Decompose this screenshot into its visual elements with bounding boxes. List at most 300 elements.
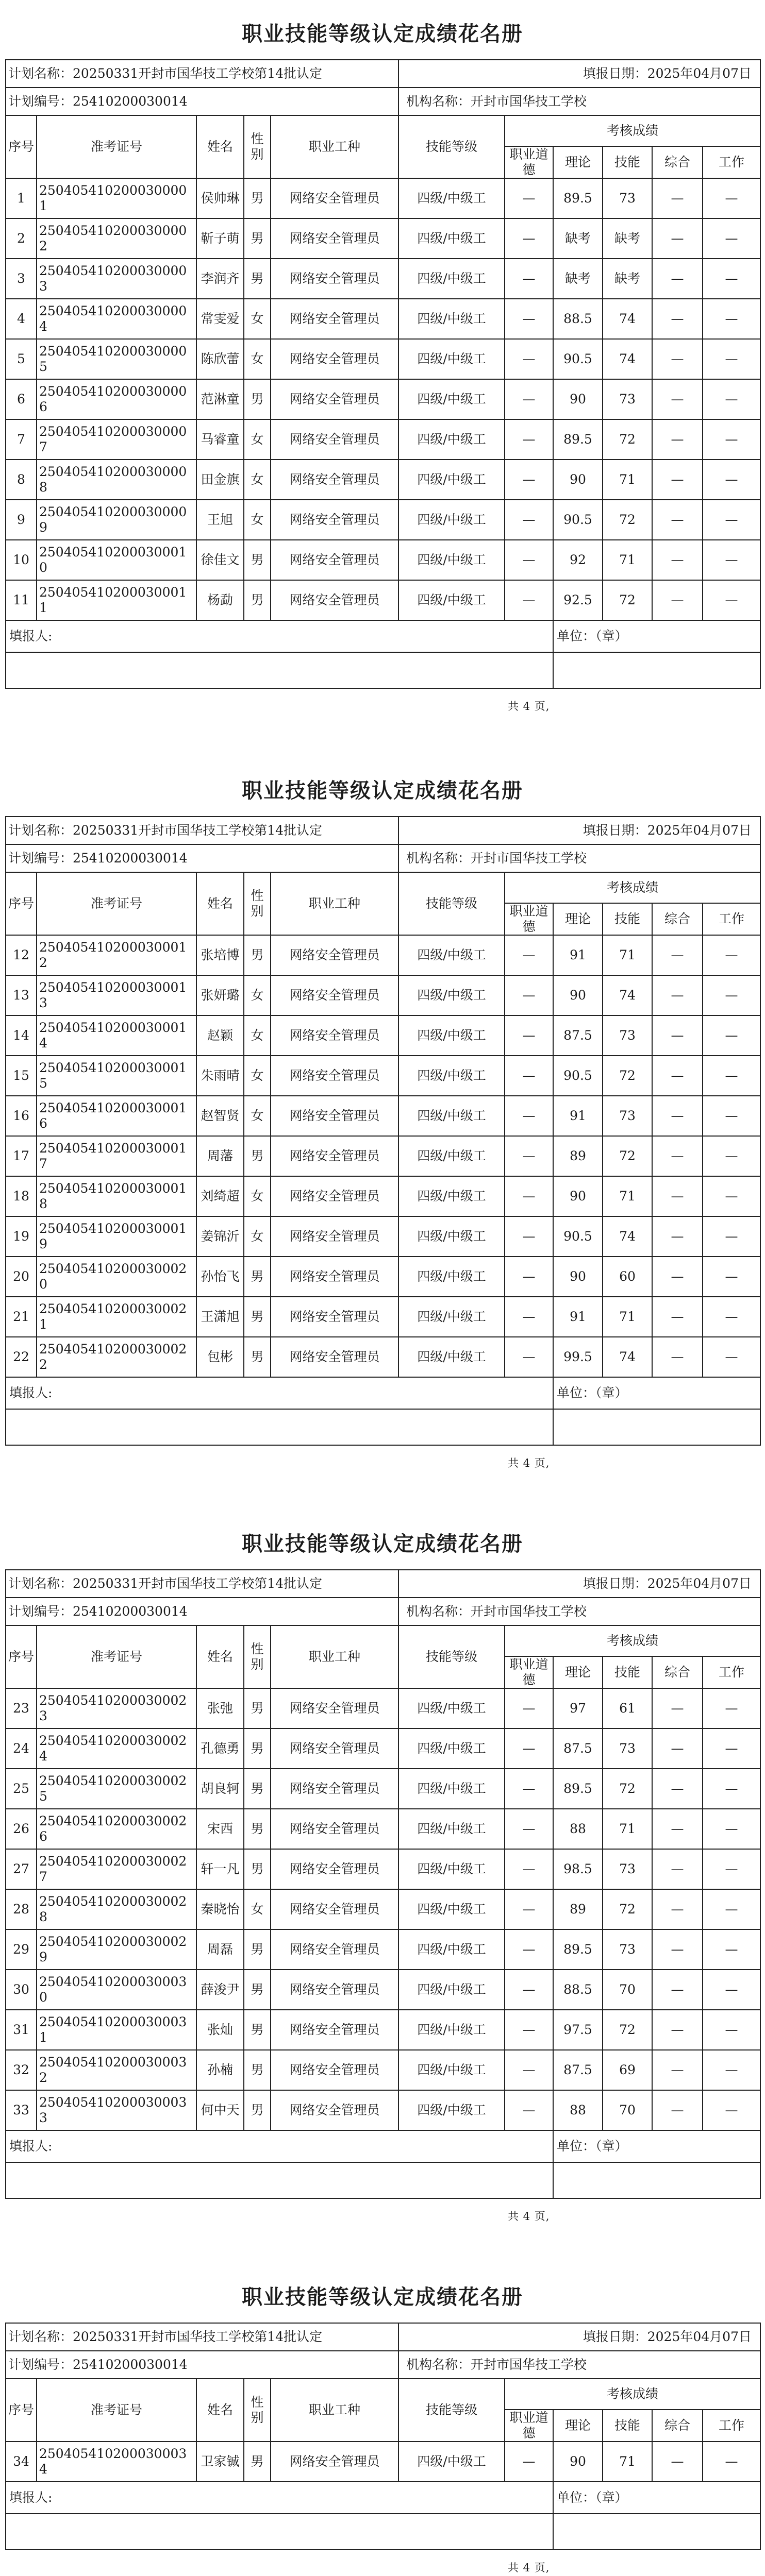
cell-job: 网络安全管理员 (271, 1728, 398, 1769)
cell-ticket: 2504054102000300031 (37, 2010, 196, 2050)
cell-skill: 70 (603, 1970, 652, 2010)
cell-skill: 74 (603, 339, 652, 379)
cell-theory: 88 (553, 1809, 603, 1849)
cell-theory: 90.5 (553, 1056, 603, 1096)
cell-level: 四级/中级工 (398, 2010, 505, 2050)
cell-skill: 72 (603, 1136, 652, 1176)
cell-ethics: — (505, 1297, 553, 1337)
cell-overall: — (652, 2050, 703, 2090)
cell-level: 四级/中级工 (398, 1337, 505, 1377)
cell-ticket: 2504054102000300034 (37, 2442, 196, 2482)
cell-theory: 90 (553, 379, 603, 419)
report-date: 填报日期：2025年04月07日 (398, 1570, 760, 1598)
cell-skill: 73 (603, 1929, 652, 1970)
cell-work: — (703, 1056, 760, 1096)
table-row (6, 2442, 760, 2482)
cell-theory: 89.5 (553, 1929, 603, 1970)
cell-job: 网络安全管理员 (271, 580, 398, 620)
cell-ticket: 2504054102000300013 (37, 975, 196, 1015)
cell-job: 网络安全管理员 (271, 935, 398, 975)
cell-job: 网络安全管理员 (271, 500, 398, 540)
unit-seal-label: 单位：（章） (553, 2482, 760, 2514)
table-row (6, 1889, 760, 1929)
cell-work: — (703, 1096, 760, 1136)
cell-work: — (703, 1728, 760, 1769)
cell-work: — (703, 1970, 760, 2010)
cell-job: 网络安全管理员 (271, 1015, 398, 1056)
cell-overall: — (652, 1728, 703, 1769)
header-ticket: 准考证号 (37, 1625, 196, 1688)
cell-work: — (703, 1849, 760, 1889)
cell-work: — (703, 935, 760, 975)
cell-work: — (703, 1809, 760, 1849)
table-row (6, 1809, 760, 1849)
organization-name: 机构名称：开封市国华技工学校 (398, 88, 760, 115)
cell-level: 四级/中级工 (398, 1688, 505, 1728)
cell-work: — (703, 580, 760, 620)
table-row (6, 935, 760, 975)
cell-gender: 男 (244, 1929, 271, 1970)
cell-name: 常雯爱 (196, 299, 244, 339)
page-title: 职业技能等级认定成绩花名册 (242, 778, 523, 803)
cell-job: 网络安全管理员 (271, 419, 398, 460)
cell-ticket: 2504054102000300018 (37, 1176, 196, 1216)
cell-skill: 71 (603, 2442, 652, 2482)
cell-ticket: 2504054102000300011 (37, 580, 196, 620)
cell-work: — (703, 299, 760, 339)
header-gender: 性别 (244, 2379, 271, 2442)
cell-overall: — (652, 1929, 703, 1970)
header-ethics: 职业道德 (505, 146, 553, 178)
cell-theory: 缺考 (553, 259, 603, 299)
cell-work: — (703, 2442, 760, 2482)
cell-ethics: — (505, 1809, 553, 1849)
header-ethics: 职业道德 (505, 2410, 553, 2442)
cell-ticket: 2504054102000300026 (37, 1809, 196, 1849)
cell-theory: 98.5 (553, 1849, 603, 1889)
header-ethics: 职业道德 (505, 1656, 553, 1688)
cell-level: 四级/中级工 (398, 935, 505, 975)
table-row (6, 259, 760, 299)
cell-name: 王潇旭 (196, 1297, 244, 1337)
cell-gender: 男 (244, 1849, 271, 1889)
cell-work: — (703, 419, 760, 460)
cell-job: 网络安全管理员 (271, 540, 398, 580)
cell-job: 网络安全管理员 (271, 2442, 398, 2482)
cell-overall: — (652, 1096, 703, 1136)
cell-level: 四级/中级工 (398, 339, 505, 379)
header-level: 技能等级 (398, 2379, 505, 2442)
cell-gender: 男 (244, 935, 271, 975)
page-title: 职业技能等级认定成绩花名册 (242, 22, 523, 46)
cell-ethics: — (505, 1889, 553, 1929)
cell-name: 卫家铖 (196, 2442, 244, 2482)
cell-level: 四级/中级工 (398, 460, 505, 500)
cell-theory: 90 (553, 1176, 603, 1216)
cell-name: 杨勐 (196, 580, 244, 620)
table-row (6, 1849, 760, 1889)
organization-name: 机构名称：开封市国华技工学校 (398, 1598, 760, 1625)
cell-theory: 89.5 (553, 1769, 603, 1809)
cell-overall: — (652, 1257, 703, 1297)
cell-job: 网络安全管理员 (271, 1096, 398, 1136)
table-row (6, 2090, 760, 2130)
cell-ethics: — (505, 1136, 553, 1176)
cell-name: 张弛 (196, 1688, 244, 1728)
cell-theory: 89 (553, 1136, 603, 1176)
page-count: 共 4 页, (508, 700, 550, 713)
cell-theory: 88.5 (553, 299, 603, 339)
cell-ticket: 2504054102000300032 (37, 2050, 196, 2090)
cell-gender: 男 (244, 1337, 271, 1377)
header-ticket: 准考证号 (37, 872, 196, 935)
cell-overall: — (652, 1056, 703, 1096)
cell-theory: 90 (553, 2442, 603, 2482)
table-row (6, 339, 760, 379)
cell-level: 四级/中级工 (398, 540, 505, 580)
cell-gender: 男 (244, 2010, 271, 2050)
cell-ethics: — (505, 1688, 553, 1728)
roster-page (0, 757, 765, 1510)
cell-name: 包彬 (196, 1337, 244, 1377)
cell-seq: 9 (6, 500, 37, 540)
cell-job: 网络安全管理员 (271, 2090, 398, 2130)
cell-seq: 33 (6, 2090, 37, 2130)
header-level: 技能等级 (398, 1625, 505, 1688)
header-job: 职业工种 (271, 872, 398, 935)
cell-ticket: 2504054102000300002 (37, 218, 196, 259)
cell-level: 四级/中级工 (398, 419, 505, 460)
cell-ethics: — (505, 2442, 553, 2482)
cell-ticket: 2504054102000300015 (37, 1056, 196, 1096)
cell-overall: — (652, 419, 703, 460)
cell-level: 四级/中级工 (398, 1889, 505, 1929)
cell-name: 李润齐 (196, 259, 244, 299)
cell-ethics: — (505, 1769, 553, 1809)
cell-ticket: 2504054102000300006 (37, 379, 196, 419)
cell-skill: 70 (603, 2090, 652, 2130)
cell-seq: 1 (6, 178, 37, 218)
cell-level: 四级/中级工 (398, 975, 505, 1015)
cell-gender: 男 (244, 178, 271, 218)
unit-seal-label: 单位：（章） (553, 1377, 760, 1409)
cell-skill: 73 (603, 1849, 652, 1889)
cell-overall: — (652, 1889, 703, 1929)
cell-name: 侯帅琳 (196, 178, 244, 218)
cell-level: 四级/中级工 (398, 1216, 505, 1257)
filler-blank (6, 2162, 553, 2198)
cell-overall: — (652, 339, 703, 379)
cell-job: 网络安全管理员 (271, 1889, 398, 1929)
cell-ethics: — (505, 1970, 553, 2010)
cell-ticket: 2504054102000300012 (37, 935, 196, 975)
cell-job: 网络安全管理员 (271, 1176, 398, 1216)
cell-ticket: 2504054102000300021 (37, 1297, 196, 1337)
cell-name: 周磊 (196, 1929, 244, 1970)
cell-name: 张培博 (196, 935, 244, 975)
cell-overall: — (652, 1970, 703, 2010)
cell-job: 网络安全管理员 (271, 1769, 398, 1809)
table-row (6, 1929, 760, 1970)
filler-label: 填报人: (6, 1377, 553, 1409)
score-table (5, 1569, 761, 2199)
cell-level: 四级/中级工 (398, 1809, 505, 1849)
cell-level: 四级/中级工 (398, 299, 505, 339)
cell-work: — (703, 1176, 760, 1216)
cell-theory: 87.5 (553, 2050, 603, 2090)
cell-overall: — (652, 540, 703, 580)
cell-ticket: 2504054102000300023 (37, 1688, 196, 1728)
cell-ticket: 2504054102000300014 (37, 1015, 196, 1056)
cell-work: — (703, 1769, 760, 1809)
cell-overall: — (652, 580, 703, 620)
cell-skill: 72 (603, 500, 652, 540)
cell-gender: 男 (244, 218, 271, 259)
cell-gender: 男 (244, 2050, 271, 2090)
report-date: 填报日期：2025年04月07日 (398, 60, 760, 88)
cell-work: — (703, 178, 760, 218)
header-skill: 技能 (603, 903, 652, 935)
table-row (6, 178, 760, 218)
cell-job: 网络安全管理员 (271, 1688, 398, 1728)
cell-work: — (703, 1688, 760, 1728)
table-row (6, 1257, 760, 1297)
cell-job: 网络安全管理员 (271, 2010, 398, 2050)
cell-level: 四级/中级工 (398, 1769, 505, 1809)
roster-page (0, 2263, 765, 2576)
cell-skill: 74 (603, 299, 652, 339)
cell-gender: 男 (244, 1769, 271, 1809)
cell-skill: 73 (603, 178, 652, 218)
header-seq: 序号 (6, 2379, 37, 2442)
cell-name: 姜锦沂 (196, 1216, 244, 1257)
cell-work: — (703, 1297, 760, 1337)
cell-ticket: 2504054102000300020 (37, 1257, 196, 1297)
table-row (6, 2050, 760, 2090)
plan-number: 计划编号：25410200030014 (6, 2351, 398, 2379)
header-overall: 综合 (652, 903, 703, 935)
table-row (6, 2010, 760, 2050)
cell-ticket: 2504054102000300008 (37, 460, 196, 500)
cell-gender: 女 (244, 1096, 271, 1136)
table-row (6, 540, 760, 580)
header-skill: 技能 (603, 1656, 652, 1688)
header-seq: 序号 (6, 115, 37, 178)
cell-seq: 3 (6, 259, 37, 299)
filler-label: 填报人: (6, 2130, 553, 2162)
cell-overall: — (652, 178, 703, 218)
cell-skill: 61 (603, 1688, 652, 1728)
cell-gender: 女 (244, 339, 271, 379)
filler-blank (6, 1409, 553, 1445)
cell-theory: 90 (553, 1257, 603, 1297)
cell-ticket: 2504054102000300019 (37, 1216, 196, 1257)
cell-skill: 73 (603, 379, 652, 419)
table-row (6, 1136, 760, 1176)
cell-overall: — (652, 218, 703, 259)
cell-name: 孔德勇 (196, 1728, 244, 1769)
cell-theory: 92.5 (553, 580, 603, 620)
table-row (6, 419, 760, 460)
cell-overall: — (652, 1297, 703, 1337)
cell-job: 网络安全管理员 (271, 2050, 398, 2090)
cell-skill: 74 (603, 1337, 652, 1377)
filler-label: 填报人: (6, 620, 553, 652)
cell-overall: — (652, 1136, 703, 1176)
cell-work: — (703, 218, 760, 259)
cell-ethics: — (505, 2050, 553, 2090)
cell-job: 网络安全管理员 (271, 460, 398, 500)
cell-ethics: — (505, 1728, 553, 1769)
cell-ethics: — (505, 1096, 553, 1136)
cell-gender: 男 (244, 2442, 271, 2482)
cell-skill: 73 (603, 1096, 652, 1136)
cell-seq: 21 (6, 1297, 37, 1337)
table-row (6, 1970, 760, 2010)
cell-ticket: 2504054102000300030 (37, 1970, 196, 2010)
cell-gender: 男 (244, 1688, 271, 1728)
plan-name: 计划名称：20250331开封市国华技工学校第14批认定 (6, 817, 398, 844)
header-work: 工作 (703, 146, 760, 178)
score-table (5, 59, 761, 689)
cell-seq: 20 (6, 1257, 37, 1297)
cell-ethics: — (505, 580, 553, 620)
cell-gender: 女 (244, 1015, 271, 1056)
cell-seq: 31 (6, 2010, 37, 2050)
cell-work: — (703, 1015, 760, 1056)
cell-gender: 男 (244, 259, 271, 299)
cell-job: 网络安全管理员 (271, 299, 398, 339)
cell-skill: 73 (603, 1728, 652, 1769)
header-name: 姓名 (196, 2379, 244, 2442)
cell-ethics: — (505, 218, 553, 259)
cell-skill: 71 (603, 935, 652, 975)
cell-gender: 男 (244, 2090, 271, 2130)
cell-seq: 14 (6, 1015, 37, 1056)
header-gender: 性别 (244, 1625, 271, 1688)
cell-name: 何中天 (196, 2090, 244, 2130)
roster-page (0, 1510, 765, 2263)
cell-name: 陈欣蕾 (196, 339, 244, 379)
cell-seq: 19 (6, 1216, 37, 1257)
cell-overall: — (652, 935, 703, 975)
unit-blank (553, 652, 760, 688)
cell-name: 赵智贤 (196, 1096, 244, 1136)
cell-level: 四级/中级工 (398, 1970, 505, 2010)
header-work: 工作 (703, 2410, 760, 2442)
cell-ticket: 2504054102000300005 (37, 339, 196, 379)
table-row (6, 975, 760, 1015)
cell-overall: — (652, 1809, 703, 1849)
cell-theory: 89 (553, 1889, 603, 1929)
cell-theory: 99.5 (553, 1337, 603, 1377)
header-theory: 理论 (553, 146, 603, 178)
cell-level: 四级/中级工 (398, 178, 505, 218)
cell-theory: 90 (553, 460, 603, 500)
cell-seq: 25 (6, 1769, 37, 1809)
header-theory: 理论 (553, 903, 603, 935)
header-level: 技能等级 (398, 872, 505, 935)
cell-level: 四级/中级工 (398, 1728, 505, 1769)
cell-ticket: 2504054102000300033 (37, 2090, 196, 2130)
cell-name: 赵颖 (196, 1015, 244, 1056)
unit-seal-label: 单位：（章） (553, 2130, 760, 2162)
cell-job: 网络安全管理员 (271, 218, 398, 259)
cell-name: 靳子萌 (196, 218, 244, 259)
cell-skill: 71 (603, 1176, 652, 1216)
cell-work: — (703, 2090, 760, 2130)
header-theory: 理论 (553, 2410, 603, 2442)
cell-skill: 74 (603, 975, 652, 1015)
unit-blank (553, 2162, 760, 2198)
header-job: 职业工种 (271, 1625, 398, 1688)
cell-skill: 73 (603, 1015, 652, 1056)
table-row (6, 1056, 760, 1096)
cell-level: 四级/中级工 (398, 2090, 505, 2130)
cell-work: — (703, 460, 760, 500)
cell-skill: 71 (603, 1809, 652, 1849)
cell-level: 四级/中级工 (398, 1929, 505, 1970)
cell-skill: 71 (603, 540, 652, 580)
cell-seq: 30 (6, 1970, 37, 2010)
cell-ethics: — (505, 299, 553, 339)
filler-label: 填报人: (6, 2482, 553, 2514)
cell-theory: 88.5 (553, 1970, 603, 2010)
cell-seq: 23 (6, 1688, 37, 1728)
cell-skill: 71 (603, 460, 652, 500)
cell-ethics: — (505, 1056, 553, 1096)
cell-gender: 男 (244, 379, 271, 419)
cell-overall: — (652, 2010, 703, 2050)
cell-theory: 91 (553, 935, 603, 975)
cell-overall: — (652, 299, 703, 339)
cell-ticket: 2504054102000300001 (37, 178, 196, 218)
cell-theory: 90 (553, 975, 603, 1015)
cell-name: 田金旗 (196, 460, 244, 500)
cell-seq: 4 (6, 299, 37, 339)
cell-seq: 34 (6, 2442, 37, 2482)
cell-overall: — (652, 1337, 703, 1377)
table-row (6, 379, 760, 419)
cell-ticket: 2504054102000300003 (37, 259, 196, 299)
cell-job: 网络安全管理员 (271, 1297, 398, 1337)
page-title: 职业技能等级认定成绩花名册 (242, 1532, 523, 1556)
cell-skill: 72 (603, 580, 652, 620)
cell-theory: 90.5 (553, 339, 603, 379)
cell-overall: — (652, 1769, 703, 1809)
cell-job: 网络安全管理员 (271, 1056, 398, 1096)
cell-theory: 87.5 (553, 1728, 603, 1769)
cell-name: 范淋童 (196, 379, 244, 419)
cell-ethics: — (505, 1257, 553, 1297)
table-row (6, 1769, 760, 1809)
cell-ticket: 2504054102000300025 (37, 1769, 196, 1809)
cell-overall: — (652, 460, 703, 500)
score-table (5, 816, 761, 1446)
cell-gender: 女 (244, 975, 271, 1015)
header-name: 姓名 (196, 1625, 244, 1688)
cell-gender: 男 (244, 1809, 271, 1849)
cell-skill: 缺考 (603, 218, 652, 259)
header-work: 工作 (703, 903, 760, 935)
cell-job: 网络安全管理员 (271, 975, 398, 1015)
cell-skill: 72 (603, 1889, 652, 1929)
cell-name: 刘绮超 (196, 1176, 244, 1216)
cell-level: 四级/中级工 (398, 580, 505, 620)
cell-ethics: — (505, 1015, 553, 1056)
header-seq: 序号 (6, 872, 37, 935)
header-scores: 考核成绩 (505, 2379, 760, 2410)
